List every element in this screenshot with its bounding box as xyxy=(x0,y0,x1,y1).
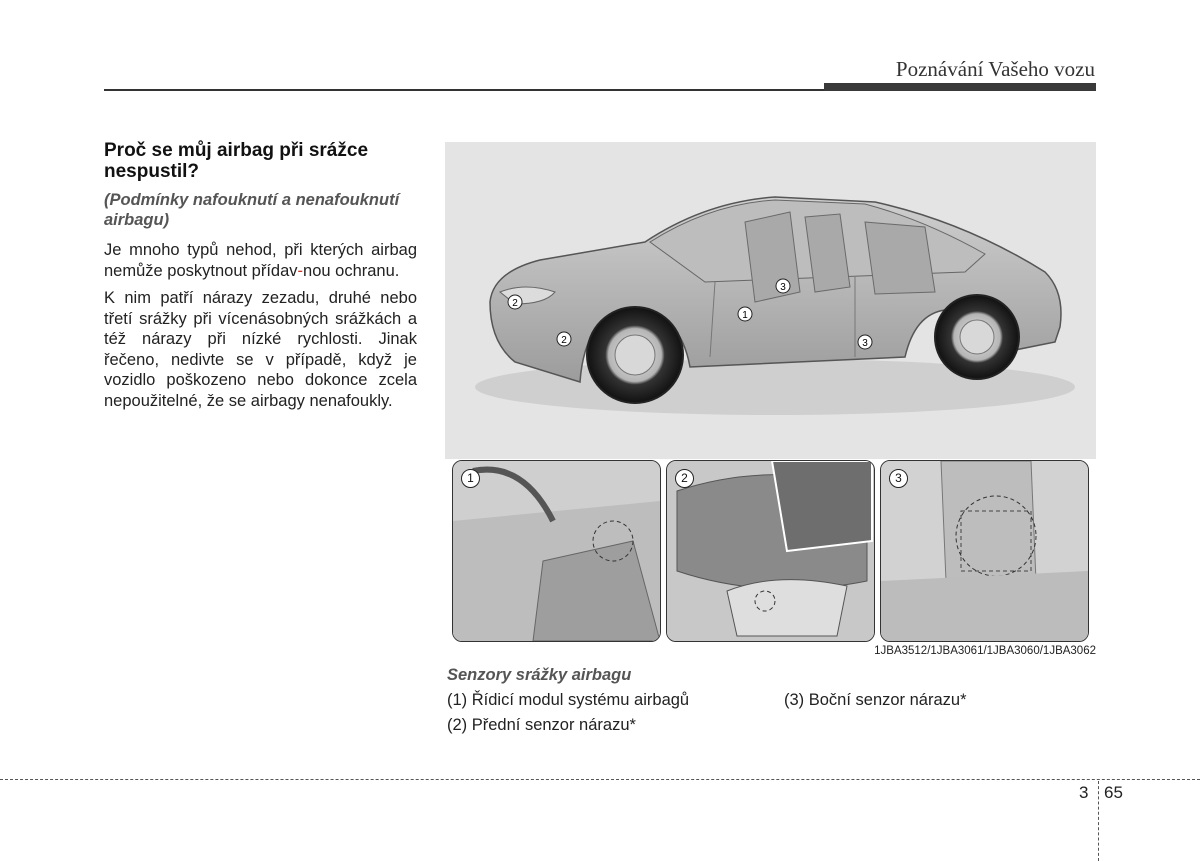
paragraph-1-text-b: nou ochranu. xyxy=(303,261,400,280)
steering-console-photo-icon xyxy=(453,461,660,641)
car-drawing xyxy=(445,142,1096,459)
marker-side-sensor-1 xyxy=(776,279,790,293)
detail-photo-1-number: 1 xyxy=(461,469,480,488)
paragraph-1 xyxy=(104,240,417,281)
paragraph-1-hyphen: - xyxy=(297,261,304,280)
marker-front-sensor-1 xyxy=(508,295,522,309)
chapter-number: 3 xyxy=(1079,783,1089,802)
car-illustration xyxy=(445,142,1096,459)
text-column xyxy=(104,140,417,418)
detail-photo-2 xyxy=(666,460,875,642)
header-rule-accent xyxy=(824,83,1096,91)
detail-photo-3 xyxy=(880,460,1089,642)
marker-control-module xyxy=(738,307,752,321)
svg-text:3: 3 xyxy=(780,282,786,293)
caption-item-3: (3) Boční senzor nárazu* xyxy=(784,691,967,709)
svg-text:3: 3 xyxy=(862,338,868,349)
section-subheading: (Podmínky nafouknutí a nenafouknutí airbagu) xyxy=(104,191,400,229)
svg-text:2: 2 xyxy=(512,298,518,309)
caption-item-2: (2) Přední senzor nárazu* xyxy=(447,716,636,734)
footer-rule xyxy=(0,779,1200,780)
figure-code: 1JBA3512/1JBA3061/1JBA3060/1JBA3062 xyxy=(874,645,1096,657)
marker-side-sensor-2 xyxy=(858,335,872,349)
b-pillar-photo-icon xyxy=(881,461,1088,641)
section-heading: Proč se můj airbag při srážce nespustil? xyxy=(104,140,369,182)
caption-title: Senzory srážky airbagu xyxy=(447,666,632,684)
detail-photo-1 xyxy=(452,460,661,642)
paragraph-2: K nim patří nárazy zezadu, druhé nebo třetí srážky při vícenásobných srážkách a též nárazy při nízké rychlosti. Jinak řečeno, nedivte se v případě, když je vozidlo poškozeno nebo dokonce zcela nepoužitelné, že se airbagy nenafoukly. xyxy=(104,289,417,410)
page-header-title: Poznávání Vašeho vozu xyxy=(895,57,1095,81)
detail-photo-2-number: 2 xyxy=(675,469,694,488)
detail-photo-3-number: 3 xyxy=(889,469,908,488)
paragraph-1-text-a: Je mnoho typů nehod, při kterých airbag nemůže poskytnout přídav xyxy=(104,241,417,280)
engine-bay-photo-icon xyxy=(667,461,874,641)
svg-text:1: 1 xyxy=(742,310,748,321)
svg-text:2: 2 xyxy=(561,335,567,346)
caption-item-1: (1) Řídicí modul systému airbagů xyxy=(447,691,690,709)
footer-divider xyxy=(1098,781,1099,861)
header-rule xyxy=(104,89,824,91)
marker-front-sensor-2 xyxy=(557,332,571,346)
page-number: 65 xyxy=(1104,783,1123,802)
